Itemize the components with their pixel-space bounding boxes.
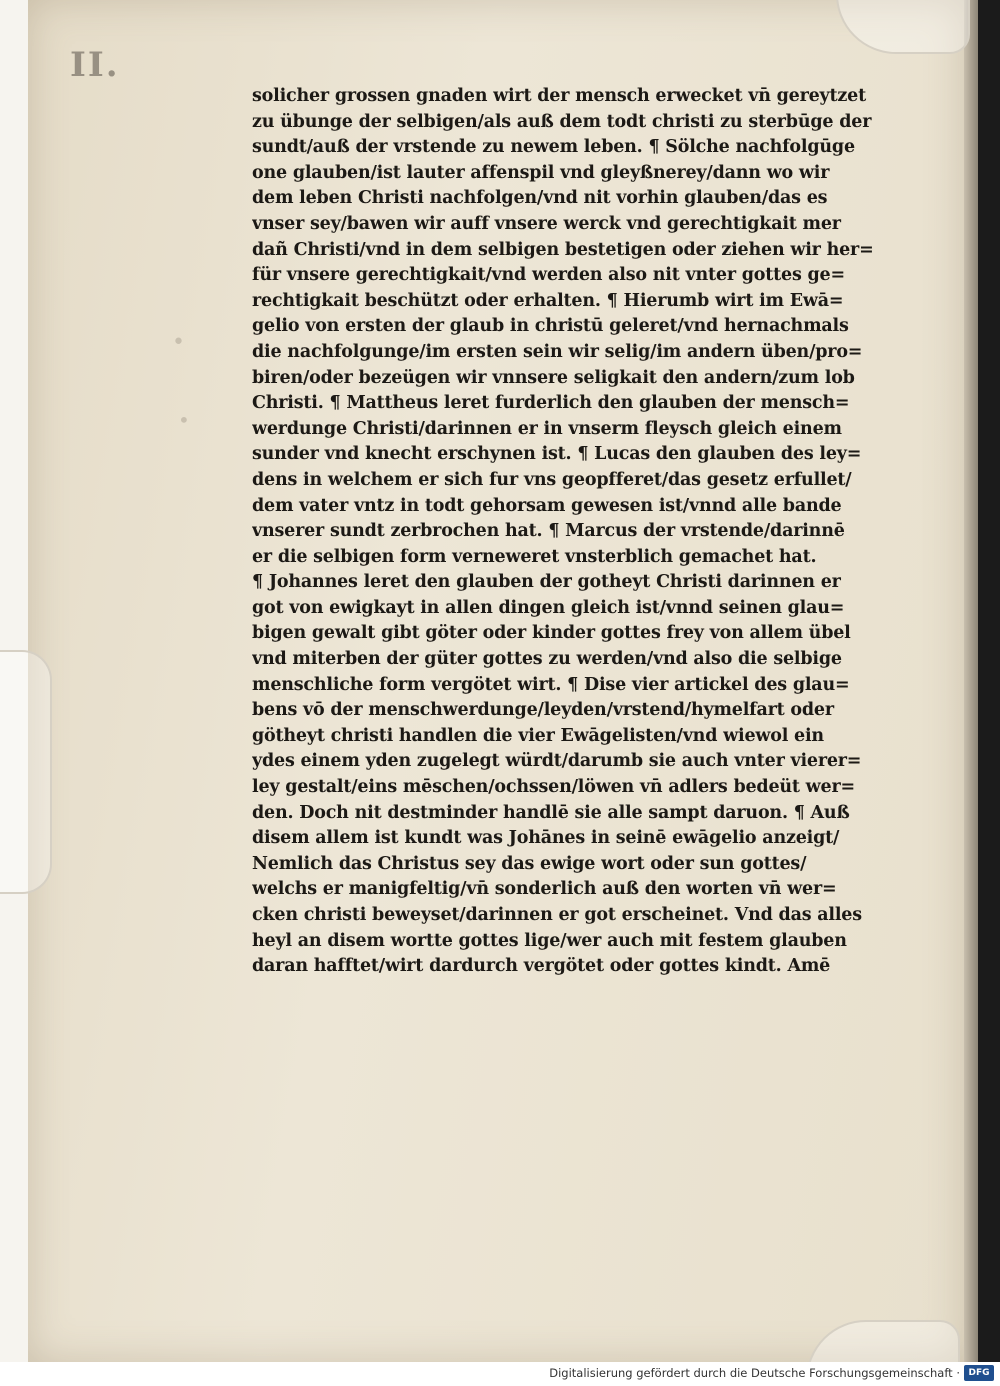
text-line: für vnsere gerechtigkait/vnd werden also nit vnter gottes ge= bbox=[252, 265, 845, 286]
folio-number: II. bbox=[70, 45, 120, 85]
text-line: ¶ Johannes leret den glauben der gotheyt Christi darinnen er bbox=[252, 572, 841, 593]
text-line: Christi. ¶ Mattheus leret furderlich den glauben der mensch= bbox=[252, 393, 850, 414]
text-line: sundt/auß der vrstende zu newem leben. ¶ Sölche nachfolgūge bbox=[252, 137, 855, 158]
text-line: dens in welchem er sich fur vns geopfferet/das gesetz erfullet/ bbox=[252, 469, 852, 490]
text-line: welchs er manigfeltig/vn̄ sonderlich auß den worten vn̄ wer= bbox=[252, 879, 837, 900]
text-line: die nachfolgunge/im ersten sein wir selig/im andern üben/pro= bbox=[252, 341, 863, 362]
text-line: rechtigkait beschützt oder erhalten. ¶ Hierumb wirt im Ewā= bbox=[252, 290, 844, 311]
text-line: cken christi beweyset/darinnen er got erscheinet. Vnd das alles bbox=[252, 905, 862, 925]
ink-mark: • bbox=[178, 408, 190, 432]
text-line: gelio von ersten der glaub in christū geleret/vnd hernachmals bbox=[252, 316, 849, 337]
text-line: solicher grossen gnaden wirt der mensch erwecket vn̄ gereytzet bbox=[252, 86, 866, 106]
text-line: er die selbigen form verneweret vnsterblich gemachet hat. bbox=[252, 546, 817, 567]
text-line: ydes einem yden zugelegt würdt/darumb sie auch vnter vierer= bbox=[252, 751, 862, 772]
text-line: werdunge Christi/darinnen er in vnserm fleysch gleich einem bbox=[252, 418, 842, 439]
blackletter-text-block bbox=[252, 84, 904, 980]
text-line: heyl an disem wortte gottes lige/wer auch mit festem glauben bbox=[252, 930, 847, 951]
plastic-clip-left bbox=[0, 650, 52, 894]
digitization-footer bbox=[0, 1362, 1000, 1386]
page-edge bbox=[964, 0, 978, 1362]
text-line: den. Doch nit destminder handlē sie alle sampt daruon. ¶ Auß bbox=[252, 802, 850, 823]
text-line: menschliche form vergötet wirt. ¶ Dise vier artickel des glau= bbox=[252, 674, 850, 695]
text-line: got von ewigkayt in allen dingen gleich ist/vnnd seinen glau= bbox=[252, 597, 845, 618]
text-line: disem allem ist kundt was Johānes in seinē ewāgelio anzeigt/ bbox=[252, 828, 840, 849]
text-line: dem vater vntz in todt gehorsam gewesen ist/vnnd alle bande bbox=[252, 495, 842, 516]
text-line: bigen gewalt gibt göter oder kinder gottes frey von allem übel bbox=[252, 623, 851, 644]
text-line: vnd miterben der güter gottes zu werden/vnd also die selbige bbox=[252, 649, 842, 670]
text-line: dem leben Christi nachfolgen/vnd nit vorhin glauben/das es bbox=[252, 188, 828, 209]
dfg-logo-icon: DFG bbox=[964, 1365, 994, 1381]
text-line: götheyt christi handlen die vier Ewāgelisten/vnd wiewol ein bbox=[252, 725, 824, 746]
text-line: ley gestalt/eins mēschen/ochssen/löwen vn̄ adlers bedeüt wer= bbox=[252, 777, 855, 798]
text-line: vnserer sundt zerbrochen hat. ¶ Marcus der vrstende/darinnē bbox=[252, 521, 845, 542]
text-line: biren/oder bezeügen wir vnnsere seligkait den andern/zum lob bbox=[252, 367, 855, 388]
text-line: vnser sey/bawen wir auff vnsere werck vnd gerechtigkait mer bbox=[252, 213, 841, 234]
binding-shadow bbox=[978, 0, 1000, 1362]
text-line: dañ Christi/vnd in dem selbigen bestetigen oder ziehen wir her= bbox=[252, 239, 874, 260]
text-line: sunder vnd knecht erschynen ist. ¶ Lucas den glauben des ley= bbox=[252, 444, 862, 465]
funding-credit: Digitalisierung gefördert durch die Deutsche Forschungsgemeinschaft · bbox=[549, 1366, 960, 1380]
text-line: bens vō der menschwerdunge/leyden/vrstend/hymelfart oder bbox=[252, 700, 834, 721]
text-line: Nemlich das Christus sey das ewige wort oder sun gottes/ bbox=[252, 853, 807, 874]
text-line: zu übunge der selbigen/als auß dem todt christi zu sterbūge der bbox=[252, 111, 872, 132]
text-line: one glauben/ist lauter affenspil vnd gleyßnerey/dann wo wir bbox=[252, 162, 830, 183]
ink-mark: • bbox=[172, 330, 185, 355]
text-line: daran hafftet/wirt dardurch vergötet oder gottes kindt. Amē bbox=[252, 956, 831, 977]
